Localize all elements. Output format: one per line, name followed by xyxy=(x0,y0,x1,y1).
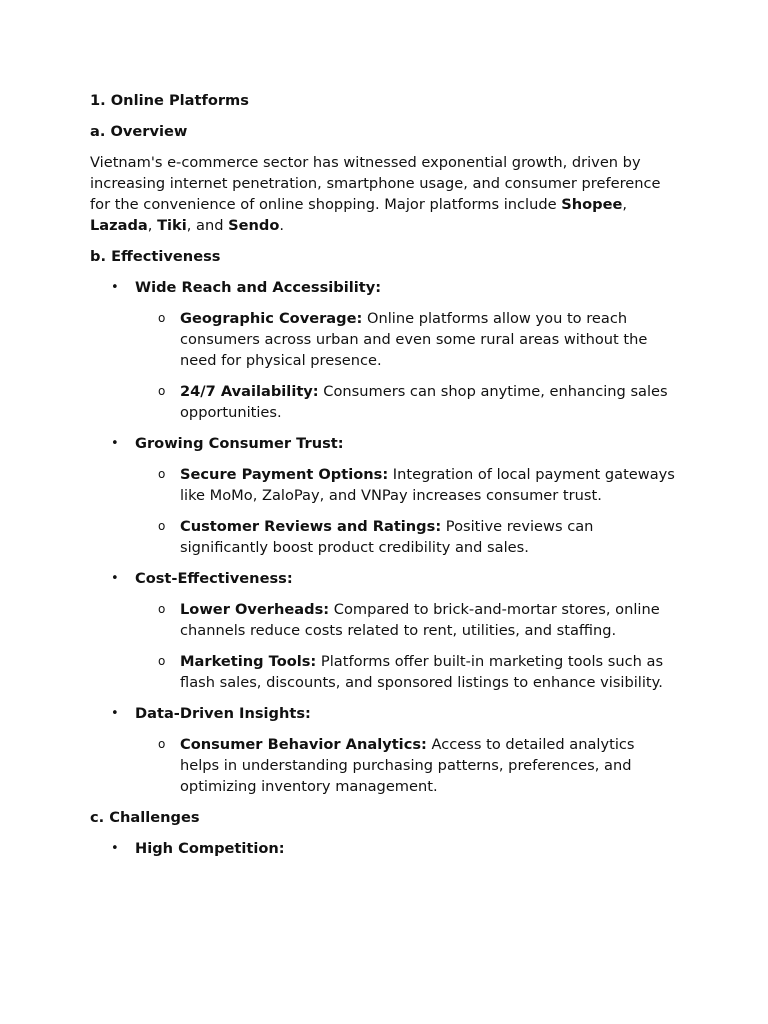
bullet-icon: • xyxy=(111,571,119,586)
sub-list-item xyxy=(135,734,678,797)
platform-tiki: Tiki xyxy=(157,217,187,234)
challenges-heading: c. Challenges xyxy=(90,809,200,826)
sub-list-item xyxy=(135,516,678,558)
sub-list xyxy=(135,734,678,797)
circle-bullet-icon: o xyxy=(158,519,166,533)
list-item xyxy=(90,703,678,797)
sub-list xyxy=(135,464,678,558)
circle-bullet-icon: o xyxy=(158,602,166,616)
effectiveness-heading: b. Effectiveness xyxy=(90,248,221,265)
sub-item-text: Access to detailed analytics helps in understanding purchasing patterns, preferences, and optimizing inventory management. xyxy=(180,736,635,795)
circle-bullet-icon: o xyxy=(158,384,166,398)
sub-list-item xyxy=(135,599,678,641)
list-item-label: Growing Consumer Trust: xyxy=(135,435,344,452)
sub-list-item xyxy=(135,464,678,506)
list-item-label: Wide Reach and Accessibility: xyxy=(135,279,382,296)
effectiveness-list xyxy=(90,277,678,797)
sub-item-text: Platforms offer built-in marketing tools such as flash sales, discounts, and sponsored listings to enhance visibility. xyxy=(180,653,664,691)
sub-item-label: Marketing Tools: xyxy=(180,653,317,670)
bullet-icon: • xyxy=(111,280,119,295)
sub-item-label: Customer Reviews and Ratings: xyxy=(180,518,442,535)
circle-bullet-icon: o xyxy=(158,654,166,668)
challenges-list xyxy=(90,838,678,859)
list-item-label: Cost-Effectiveness: xyxy=(135,570,293,587)
sub-list-item xyxy=(135,381,678,423)
circle-bullet-icon: o xyxy=(158,467,166,481)
list-item-label: High Competition: xyxy=(135,840,285,857)
overview-paragraph: Vietnam's e-commerce sector has witnessed exponential growth, driven by increasing internet penetration, smartphone usage, and consumer preference for the convenience of online shopping. Major platforms include Shopee, Lazada, Tiki, and Sendo. xyxy=(90,154,661,234)
list-item xyxy=(90,277,678,423)
sub-item-label: Lower Overheads: xyxy=(180,601,330,618)
list-item xyxy=(90,838,678,859)
sub-item-text: Consumers can shop anytime, enhancing sales opportunities. xyxy=(180,383,668,421)
overview-heading: a. Overview xyxy=(90,123,188,140)
list-item xyxy=(90,568,678,693)
circle-bullet-icon: o xyxy=(158,311,166,325)
sub-item-text: Compared to brick-and-mortar stores, online channels reduce costs related to rent, utilities, and staffing. xyxy=(180,601,660,639)
platform-lazada: Lazada xyxy=(90,217,148,234)
sub-item-text: Online platforms allow you to reach consumers across urban and even some rural areas without the need for physical presence. xyxy=(180,310,648,369)
bullet-icon: • xyxy=(111,706,119,721)
sub-item-text: Positive reviews can significantly boost product credibility and sales. xyxy=(180,518,594,556)
platform-sendo: Sendo xyxy=(228,217,280,234)
circle-bullet-icon: o xyxy=(158,737,166,751)
sub-item-label: Consumer Behavior Analytics: xyxy=(180,736,427,753)
sub-list xyxy=(135,308,678,423)
sub-list xyxy=(135,599,678,693)
sub-item-label: 24/7 Availability: xyxy=(180,383,319,400)
list-item-label: Data-Driven Insights: xyxy=(135,705,311,722)
list-item xyxy=(90,433,678,558)
bullet-icon: • xyxy=(111,841,119,856)
sub-item-text: Integration of local payment gateways like MoMo, ZaloPay, and VNPay increases consumer trust. xyxy=(180,466,675,504)
overview-text: Vietnam's e-commerce sector has witnessed exponential growth, driven by increasing internet penetration, smartphone usage, and consumer preference for the convenience of online shopping. Major platforms include xyxy=(90,154,661,213)
sub-list-item xyxy=(135,308,678,371)
bullet-icon: • xyxy=(111,436,119,451)
sub-item-label: Geographic Coverage: xyxy=(180,310,363,327)
section-heading: 1. Online Platforms xyxy=(90,92,249,109)
sub-item-label: Secure Payment Options: xyxy=(180,466,389,483)
sub-list-item xyxy=(135,651,678,693)
platform-shopee: Shopee xyxy=(561,196,623,213)
